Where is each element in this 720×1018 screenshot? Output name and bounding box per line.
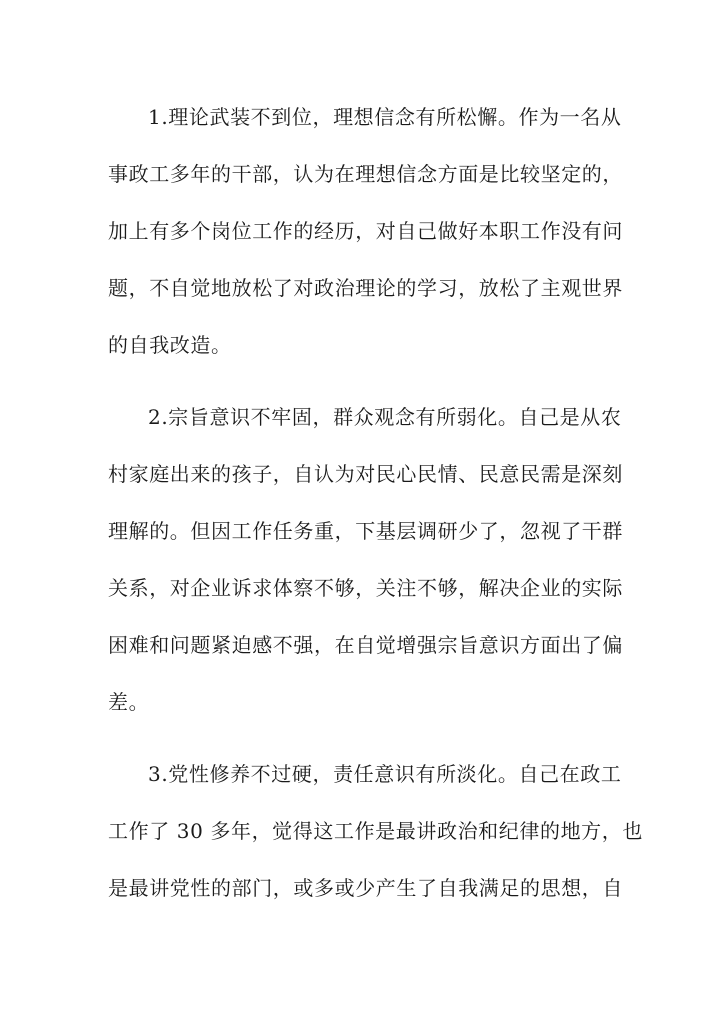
paragraph-1-line-5: 的自我改造。: [108, 333, 232, 357]
paragraph-1-line-1: 1.理论武装不到位，理想信念有所松懈。作为一名从: [148, 105, 622, 129]
paragraph-2-line-6: 差。: [108, 690, 150, 714]
paragraph-1-line-3: 加上有多个岗位工作的经历，对自己做好本职工作没有问: [108, 219, 623, 243]
paragraph-3-line-2: 工作了 30 多年，觉得这工作是最讲政治和纪律的地方，也: [108, 819, 643, 843]
paragraph-1-line-2: 事政工多年的干部，认为在理想信念方面是比较坚定的，: [108, 162, 623, 186]
paragraph-2-line-5: 困难和问题紧迫感不强，在自觉增强宗旨意识方面出了偏: [108, 633, 623, 657]
paragraph-2-line-4: 关系，对企业诉求体察不够，关注不够，解决企业的实际: [108, 576, 623, 600]
paragraph-1-line-4: 题，不自觉地放松了对政治理论的学习，放松了主观世界: [108, 276, 623, 300]
paragraph-2-line-2: 村家庭出来的孩子，自认为对民心民情、民意民需是深刻: [108, 462, 623, 486]
paragraph-2-line-1: 2.宗旨意识不牢固，群众观念有所弱化。自己是从农: [148, 405, 622, 429]
paragraph-3-line-1: 3.党性修养不过硬，责任意识有所淡化。自己在政工: [148, 762, 622, 786]
paragraph-3-line-3: 是最讲党性的部门，或多或少产生了自我满足的思想，自: [108, 876, 623, 900]
paragraph-2-line-3: 理解的。但因工作任务重，下基层调研少了，忽视了干群: [108, 519, 623, 543]
